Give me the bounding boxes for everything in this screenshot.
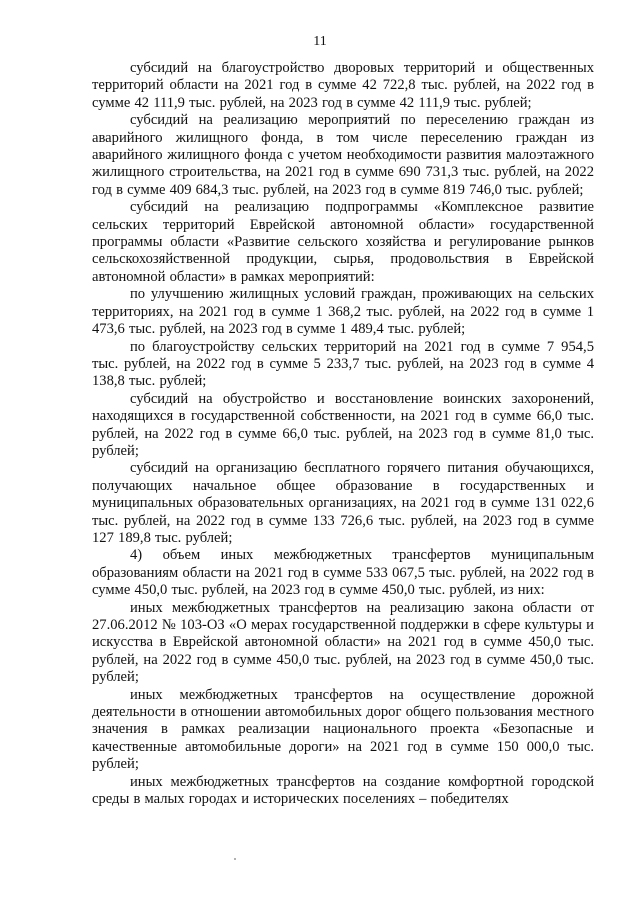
paragraph-rural-housing: по улучшению жилищных условий граждан, проживающих на сельских территориях, на 2021 год в сумме 1 368,2 тыс. рублей, на 2022 год в сумме 1 473,6 тыс. рублей, на 2023 год в сумме 1 489,4 тыс. рублей;: [92, 286, 594, 338]
page-number: 11: [313, 34, 327, 49]
scan-speck: [234, 858, 236, 860]
paragraph-courtyard-subsidies: субсидий на благоустройство дворовых территорий и общественных территорий области на 2021 год в сумме 42 722,8 тыс. рублей, на 2022 год в сумме 42 111,9 тыс. рублей, на 2023 год в сумме 42 111,9 тыс. рублей;: [92, 60, 594, 111]
paragraph-school-meals-subsidies: субсидий на организацию бесплатного горячего питания обучающихся, получающих начальное общее образование в государственных и муниципальных образовательных организациях, на 2021 год в сумме 131 022,6 тыс. рублей, на 2022 год в сумме 133 726,6 тыс. рублей, на 2023 год в сумме 127 189,8 тыс. рублей;: [92, 460, 594, 546]
paragraph-other-transfers-total: 4) объем иных межбюджетных трансфертов муниципальным образованиям области на 2021 год в сумме 533 067,5 тыс. рублей, на 2022 год в сумме 450,0 тыс. рублей, на 2023 год в сумме 450,0 тыс. рублей, из них:: [92, 547, 594, 599]
paragraph-rural-development-subsidies: субсидий на реализацию подпрограммы «Комплексное развитие сельских территорий Еврейской автономной области» государственной программы области «Развитие сельского хозяйства и регулирование рынков сельскохозяйственной продукции, сырья, продовольствия в Еврейской автономной области» в рамках мероприятий:: [92, 199, 594, 285]
paragraph-resettlement-subsidies: субсидий на реализацию мероприятий по переселению граждан из аварийного жилищного фонда, в том числе переселению граждан из аварийного жилищного фонда с учетом необходимости развития малоэтажного жилищного строительства, на 2021 год в сумме 690 731,3 тыс. рублей, на 2022 год в сумме 409 684,3 тыс. рублей, на 2023 год в сумме 819 746,0 тыс. рублей;: [92, 112, 594, 198]
document-body: [92, 60, 594, 808]
paragraph-urban-environment-transfers: иных межбюджетных трансфертов на создание комфортной городской среды в малых городах и исторических поселениях – победителях: [92, 773, 594, 808]
paragraph-road-transfers: иных межбюджетных трансфертов на осуществление дорожной деятельности в отношении автомобильных дорог общего пользования местного значения в рамках реализации национального проекта «Безопасные и качественные автомобильные дороги» на 2021 год в сумме 150 000,0 тыс. рублей;: [92, 686, 594, 773]
paragraph-military-graves-subsidies: субсидий на обустройство и восстановление воинских захоронений, находящихся в государственной собственности, на 2021 год в сумме 66,0 тыс. рублей, на 2022 год в сумме 66,0 тыс. рублей, на 2023 год в сумме 81,0 тыс. рублей;: [92, 390, 594, 459]
paragraph-rural-landscaping: по благоустройству сельских территорий на 2021 год в сумме 7 954,5 тыс. рублей, на 2022 год в сумме 5 233,7 тыс. рублей, на 2023 год в сумме 4 138,8 тыс. рублей;: [92, 338, 594, 390]
paragraph-culture-transfers: иных межбюджетных трансфертов на реализацию закона области от 27.06.2012 № 103-ОЗ «О мерах государственной поддержки в сфере культуры и искусства в Еврейской автономной области» на 2021 год в сумме 450,0 тыс. рублей, на 2022 год в сумме 450,0 тыс. рублей, на 2023 год в сумме 450,0 тыс. рублей;: [92, 599, 594, 686]
